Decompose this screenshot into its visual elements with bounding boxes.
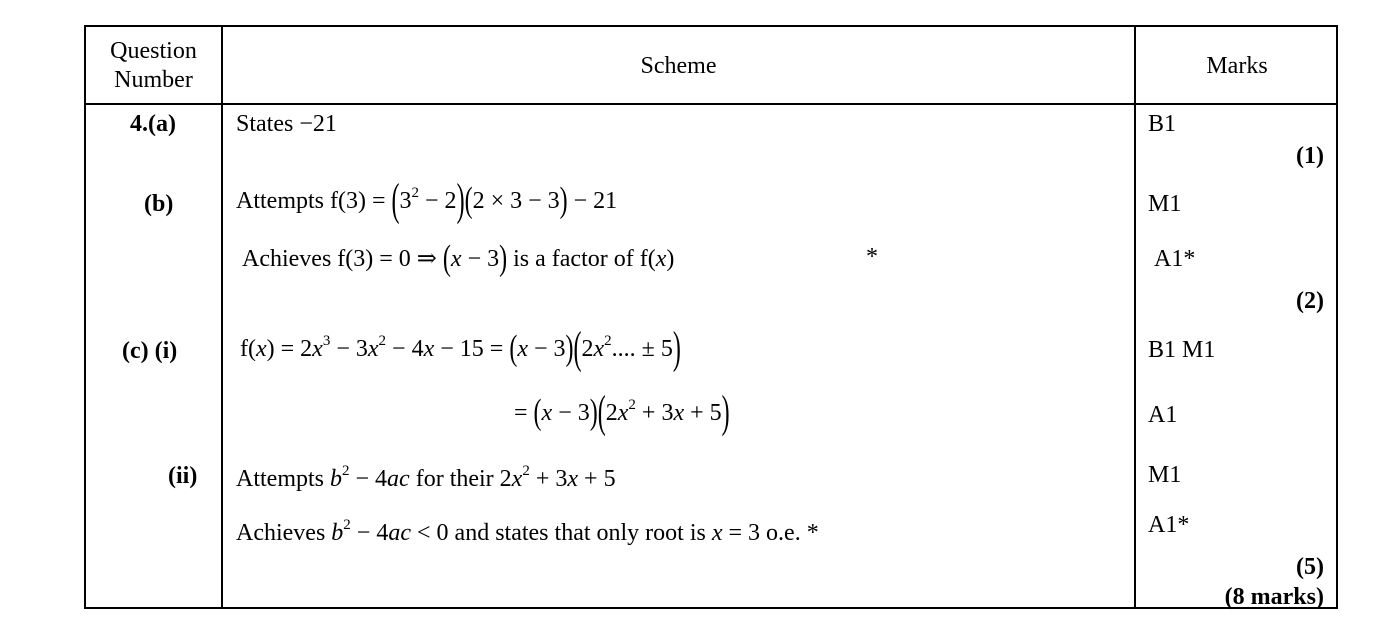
header-question-number: Question Number <box>110 38 197 93</box>
math-expression: f(3) = 0 ⇒ (x − 3) <box>337 239 508 279</box>
scheme-text: Achieves <box>242 246 332 272</box>
scheme-value: −21 <box>299 111 337 137</box>
mark-ci1: B1 M1 <box>1148 337 1216 363</box>
math-expression: = $(x - 3)(2x^2 + 3x + 5)$ <box>514 388 730 438</box>
mark-a: B1 <box>1148 111 1177 137</box>
mark-cii2: A1* <box>1148 512 1190 538</box>
math-expression: $b^2 - 4ac$ <box>330 463 410 492</box>
column-divider <box>221 27 223 607</box>
subtotal-a: (1) <box>1296 143 1324 169</box>
scheme-line-ci2 <box>514 388 730 438</box>
math-expression: f(x) <box>639 246 675 272</box>
scheme-text: States <box>236 111 294 137</box>
scheme-text: Achieves <box>236 520 326 546</box>
star-marker: * <box>866 244 878 270</box>
scheme-line-cii2 <box>236 517 819 546</box>
scheme-line-cii1 <box>236 463 616 492</box>
subtotal-c: (5) <box>1296 554 1324 580</box>
mark-b1: M1 <box>1148 191 1182 217</box>
subtotal-b: (2) <box>1296 288 1324 314</box>
scheme-text: Attempts <box>236 188 324 214</box>
math-expression: x = 3 <box>711 520 761 546</box>
scheme-line-a <box>236 112 337 136</box>
scheme-text: is a factor of <box>513 246 634 272</box>
math-expression: $f(3) = (3^2 - 2)(2 \times 3 - 3) - 21$ <box>330 176 618 226</box>
mark-scheme-table <box>84 25 1338 609</box>
scheme-text: and states that only root is <box>454 520 706 546</box>
question-label-cii: (ii) <box>168 463 198 489</box>
scheme-line-b2 <box>242 239 675 279</box>
total-marks: (8 marks) <box>1224 584 1324 610</box>
question-label-4a: 4.(a) <box>130 111 176 137</box>
mark-ci2: A1 <box>1148 402 1178 428</box>
math-expression: $f(x) = 2x^3 - 3x^2 - 4x - 15 = (x - 3)(2x^2$.... ± 5) <box>240 324 681 374</box>
column-divider <box>1134 27 1136 607</box>
header-divider <box>86 103 1336 105</box>
scheme-line-b1 <box>236 176 618 226</box>
mark-b2: A1* <box>1154 246 1196 272</box>
question-label-ci: (c) (i) <box>122 338 178 364</box>
scheme-text: o.e. * <box>766 520 819 546</box>
math-expression: $2x^2 + 3x + 5$ <box>499 463 616 492</box>
header-marks: Marks <box>1206 53 1268 79</box>
scheme-text: for their <box>415 466 494 492</box>
mark-cii1: M1 <box>1148 462 1182 488</box>
question-label-b: (b) <box>144 191 174 217</box>
scheme-text: Attempts <box>236 466 324 492</box>
scheme-line-ci1 <box>240 324 681 374</box>
math-expression: $b^2 - 4ac < 0$ <box>331 517 449 546</box>
header-scheme: Scheme <box>640 53 717 79</box>
